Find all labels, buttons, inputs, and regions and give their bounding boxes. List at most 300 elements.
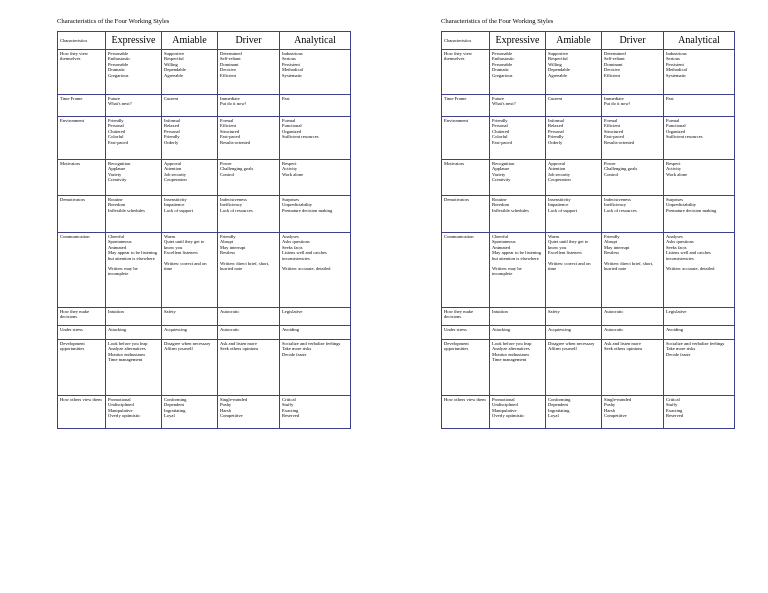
- row-label: Communication: [442, 233, 490, 308]
- table-cell: [218, 308, 280, 326]
- cell-line: Willing: [164, 61, 178, 67]
- cell-line: Competitive: [220, 413, 243, 419]
- cell-line: Overly optimistic: [492, 413, 525, 419]
- table-cell: [490, 308, 546, 326]
- corner-label: Characteristics: [442, 32, 490, 50]
- table-cell: [218, 396, 280, 429]
- cell-line: Power: [604, 161, 616, 166]
- table-cell: [664, 117, 735, 160]
- table-cell: [490, 50, 546, 95]
- cell-line: Intuition: [492, 309, 508, 314]
- cell-line: Recognition: [108, 161, 131, 166]
- table-cell: [218, 117, 280, 160]
- cell-line: Serious: [282, 56, 296, 62]
- cell-line: Orderly: [164, 139, 179, 145]
- table-row: [442, 160, 735, 196]
- table-cell: [280, 117, 351, 160]
- column-header-driver: Driver: [602, 32, 664, 50]
- cell-line: Attacking: [108, 327, 127, 332]
- cell-line: Inflexible schedules: [108, 207, 145, 213]
- cell-line: Personal: [548, 128, 564, 134]
- cell-line: Immediate: [604, 96, 624, 101]
- cell-line: Animated: [108, 244, 127, 250]
- cell-line: Systematic: [282, 72, 303, 78]
- cell-line: Warm: [548, 234, 560, 239]
- cell-line: Functional: [666, 123, 686, 129]
- cell-line: Take more risks: [666, 346, 696, 352]
- row-label: Development opportunities: [58, 340, 106, 396]
- cell-line: Routine: [492, 197, 507, 202]
- table-row: [58, 95, 351, 117]
- cell-line: May appear to be listening but attention is elsewhere: [108, 250, 157, 261]
- cell-line: Listens well and catches inconsistencies: [282, 250, 327, 261]
- cell-line: Dominant: [220, 61, 239, 67]
- cell-line: Dramatic: [108, 67, 126, 73]
- table-body: [442, 32, 735, 429]
- cell-line: Sufficient resources: [666, 134, 703, 140]
- cell-line: Insensitivity: [164, 197, 187, 202]
- cell-line: Formal: [282, 118, 296, 123]
- row-label: How they make decisions: [442, 308, 490, 326]
- table-cell: [162, 326, 218, 340]
- cell-line: Analyze alternatives: [492, 346, 530, 352]
- table-cell: [602, 117, 664, 160]
- cell-line: Creativity: [492, 177, 511, 183]
- document-page-left: [57, 17, 350, 429]
- table-cell: [162, 308, 218, 326]
- cell-line: Overly optimistic: [108, 413, 141, 419]
- table-cell: [602, 196, 664, 233]
- cell-line: Listens well and catches inconsistencies: [666, 250, 711, 261]
- cell-line: Decisive: [220, 67, 237, 73]
- cell-line: Decide faster: [282, 351, 307, 357]
- cell-line: What's next?: [108, 101, 132, 107]
- cell-line: Abrupt: [604, 239, 618, 245]
- cell-line: Enthusiastic: [108, 56, 131, 62]
- cell-line: Undisciplined: [108, 402, 134, 408]
- cell-line: Decide faster: [666, 351, 691, 357]
- table-cell: [106, 160, 162, 196]
- cell-line: Job security: [548, 171, 571, 177]
- cell-line: Enthusiastic: [492, 56, 515, 62]
- cell-line: Approval: [548, 161, 566, 166]
- cell-line: Excellent listeners: [548, 250, 582, 256]
- table-cell: [490, 340, 546, 396]
- header-row: [58, 32, 351, 50]
- cell-line: Unpredictability: [666, 202, 697, 208]
- cell-line: Put do it now!: [604, 101, 631, 107]
- cell-line: Exacting: [666, 407, 683, 413]
- cell-line: Respect: [666, 161, 681, 166]
- table-cell: [490, 160, 546, 196]
- row-label: How they view themselves: [442, 50, 490, 95]
- table-cell: [546, 196, 602, 233]
- table-cell: [664, 308, 735, 326]
- cell-line: Manipulative: [108, 407, 133, 413]
- cell-line: May interrupt: [220, 244, 246, 250]
- cell-line: Formal: [220, 118, 234, 123]
- cell-line: Analyses: [666, 234, 683, 239]
- cell-line: Colorful: [492, 134, 508, 140]
- cell-line: Competitive: [604, 413, 627, 419]
- cell-line: Spontaneous: [492, 239, 516, 245]
- cell-line: Safety: [548, 309, 560, 314]
- table-cell: [162, 50, 218, 95]
- cell-line: Personal: [164, 128, 180, 134]
- table-cell: [280, 160, 351, 196]
- cell-line: Recognition: [492, 161, 515, 166]
- table-cell: [664, 50, 735, 95]
- cell-line: Immediate: [220, 96, 240, 101]
- cell-line: Current: [548, 96, 563, 101]
- cell-line: Methodical: [666, 67, 687, 73]
- cell-line: Legislative: [666, 309, 687, 314]
- cell-line: Determined: [220, 51, 242, 56]
- cell-line: Self-reliant: [220, 56, 241, 62]
- cell-line: May interrupt: [604, 244, 630, 250]
- table-cell: [106, 117, 162, 160]
- table-cell: [664, 233, 735, 308]
- row-label: Development opportunities: [442, 340, 490, 396]
- cell-line: Formal: [666, 118, 680, 123]
- table-row: [58, 308, 351, 326]
- cell-line: Pushy: [604, 402, 616, 408]
- cell-line: Inefficiency: [220, 202, 243, 208]
- cell-line: Single-minded: [220, 397, 248, 402]
- table-row: [442, 196, 735, 233]
- cell-line: Reserved: [666, 413, 684, 419]
- table-cell: [546, 340, 602, 396]
- cell-line: Personable: [108, 61, 129, 67]
- cell-line: Challenging goals: [604, 166, 638, 172]
- table-row: [442, 50, 735, 95]
- cell-line: Disagree when necessary: [164, 341, 211, 346]
- cell-line: Friendly: [164, 134, 180, 140]
- cell-line: Stuffy: [666, 402, 678, 408]
- cell-line: Willing: [548, 61, 562, 67]
- cell-line: Future: [108, 96, 120, 101]
- cell-line: Boredom: [108, 202, 126, 208]
- cell-line: Friendly: [604, 234, 620, 239]
- row-label: Environment: [58, 117, 106, 160]
- row-label: Motivators: [58, 160, 106, 196]
- cell-line: Sufficient resources: [282, 134, 319, 140]
- table-row: [442, 326, 735, 340]
- table-row: [442, 233, 735, 308]
- cell-line: Intuition: [108, 309, 124, 314]
- cell-line: Results-oriented: [220, 139, 251, 145]
- cell-line: Quiet until they get to know you: [164, 239, 205, 250]
- cell-line: Affirm yourself: [548, 346, 577, 352]
- cell-line: Orderly: [548, 139, 563, 145]
- cell-line: Cluttered: [108, 128, 126, 134]
- cell-line: Acquiescing: [548, 327, 571, 332]
- cell-line: Ask and listen more: [220, 341, 257, 346]
- table-row: [58, 340, 351, 396]
- cell-line: Abrupt: [220, 239, 234, 245]
- cell-line: Persistent: [666, 61, 684, 67]
- table-cell: [546, 308, 602, 326]
- cell-line: Undisciplined: [492, 402, 518, 408]
- table-cell: [106, 308, 162, 326]
- cell-line: Future: [492, 96, 504, 101]
- table-row: [442, 95, 735, 117]
- cell-line: Look before you leap: [492, 341, 532, 346]
- cell-line: Determined: [604, 51, 626, 56]
- cell-line: Gregarious: [108, 72, 129, 78]
- cell-line: Written: accurate, detailed: [282, 266, 331, 272]
- cell-line: Promotional: [108, 397, 131, 402]
- cell-line: Respectful: [548, 56, 568, 62]
- corner-label: Characteristics: [58, 32, 106, 50]
- cell-line: Lack of resources: [604, 207, 637, 213]
- table-row: [442, 396, 735, 429]
- table-row: [442, 308, 735, 326]
- row-label: How others view them: [58, 396, 106, 429]
- cell-line: Legislative: [282, 309, 303, 314]
- table-cell: [546, 326, 602, 340]
- table-cell: [602, 396, 664, 429]
- cell-line: Supportive: [548, 51, 569, 56]
- cell-line: Warm: [164, 234, 176, 239]
- table-cell: [280, 50, 351, 95]
- cell-line: Challenging goals: [220, 166, 254, 172]
- cell-line: Written: may be incomplete: [108, 266, 138, 277]
- cell-line: Affirm yourself: [164, 346, 193, 352]
- row-label: Time Frame: [442, 95, 490, 117]
- cell-line: Approval: [164, 161, 182, 166]
- column-header-amiable: Amiable: [546, 32, 602, 50]
- table-cell: [162, 95, 218, 117]
- cell-line: Dependent: [164, 402, 184, 408]
- cell-line: Impatience: [548, 202, 569, 208]
- cell-line: Agreeable: [164, 72, 183, 78]
- column-header-expressive: Expressive: [106, 32, 162, 50]
- cell-line: Dramatic: [492, 67, 510, 73]
- table-cell: [546, 50, 602, 95]
- cell-line: Seeks facts: [282, 244, 303, 250]
- row-label: Demotivators: [442, 196, 490, 233]
- table-cell: [106, 396, 162, 429]
- row-label: Demotivators: [58, 196, 106, 233]
- cell-line: Agreeable: [548, 72, 567, 78]
- table-cell: [490, 117, 546, 160]
- cell-line: Fast-paced: [604, 134, 624, 140]
- cell-line: Boredom: [492, 202, 510, 208]
- table-cell: [490, 396, 546, 429]
- cell-line: Personal: [492, 123, 508, 129]
- cell-line: Conforming: [548, 397, 571, 402]
- cell-line: Fast-paced: [492, 139, 512, 145]
- cell-line: Autocratic: [220, 309, 240, 314]
- table-row: [58, 396, 351, 429]
- table-cell: [546, 117, 602, 160]
- table-cell: [218, 196, 280, 233]
- cell-line: Power: [220, 161, 232, 166]
- cell-line: Restless: [604, 250, 620, 256]
- cell-line: Surprises: [282, 197, 300, 202]
- row-label: How others view them: [442, 396, 490, 429]
- cell-line: Ingratiating: [548, 407, 570, 413]
- cell-line: Creativity: [108, 177, 127, 183]
- cell-line: Lack of resources: [220, 207, 253, 213]
- cell-line: Efficient: [604, 72, 620, 78]
- cell-line: Loyal: [548, 413, 559, 419]
- cell-line: Cheerful: [108, 234, 125, 239]
- table-cell: [602, 326, 664, 340]
- cell-line: Formal: [604, 118, 618, 123]
- cell-line: Respectful: [164, 56, 184, 62]
- cell-line: Monitor enthusiasm: [492, 351, 529, 357]
- table-cell: [280, 95, 351, 117]
- cell-line: Impatience: [164, 202, 185, 208]
- table-cell: [280, 396, 351, 429]
- cell-line: Cheerful: [492, 234, 509, 239]
- table-cell: [280, 196, 351, 233]
- cell-line: Asks questions: [666, 239, 694, 245]
- table-cell: [162, 160, 218, 196]
- cell-line: Organized: [282, 128, 302, 134]
- table-row: [58, 117, 351, 160]
- cell-line: Lack of support: [164, 207, 194, 213]
- table-row: [442, 340, 735, 396]
- document-title: Characteristics of the Four Working Styles: [441, 18, 554, 25]
- cell-line: Industrious: [282, 51, 303, 56]
- cell-line: Loyal: [164, 413, 175, 419]
- row-label: How they view themselves: [58, 50, 106, 95]
- cell-line: Conforming: [164, 397, 187, 402]
- table-cell: [664, 95, 735, 117]
- cell-line: Friendly: [108, 118, 124, 123]
- table-row: [58, 233, 351, 308]
- cell-line: Friendly: [220, 234, 236, 239]
- table-cell: [218, 160, 280, 196]
- table-cell: [664, 326, 735, 340]
- cell-line: What's next?: [492, 101, 516, 107]
- cell-line: Control: [604, 171, 619, 177]
- table-cell: [602, 308, 664, 326]
- table-cell: [162, 340, 218, 396]
- cell-line: Excellent listeners: [164, 250, 198, 256]
- working-styles-table: [441, 31, 735, 429]
- cell-line: Time management: [108, 357, 143, 363]
- table-cell: [162, 117, 218, 160]
- cell-line: Structured: [604, 128, 624, 134]
- cell-line: Analyze alternatives: [108, 346, 146, 352]
- cell-line: Past: [666, 96, 674, 101]
- cell-line: Efficient: [604, 123, 620, 129]
- table-cell: [602, 95, 664, 117]
- table-cell: [602, 160, 664, 196]
- table-cell: [106, 196, 162, 233]
- table-cell: [218, 326, 280, 340]
- cell-line: Informal: [164, 118, 181, 123]
- cell-line: Avoiding: [282, 327, 300, 332]
- cell-line: Surprises: [666, 197, 684, 202]
- cell-line: Written: correct and on time: [548, 260, 591, 272]
- cell-line: Autocratic: [220, 327, 240, 332]
- cell-line: Autocratic: [604, 327, 624, 332]
- table-cell: [218, 95, 280, 117]
- cell-line: Attention: [548, 166, 566, 172]
- cell-line: Results-oriented: [604, 139, 635, 145]
- cell-line: Premature decision making: [666, 207, 717, 213]
- cell-line: Informal: [548, 118, 565, 123]
- cell-line: May appear to be listening but attention is elsewhere: [492, 250, 541, 261]
- cell-line: Acquiescing: [164, 327, 187, 332]
- cell-line: Written: direct brief, short, hurried note: [220, 260, 270, 272]
- cell-line: Take more risks: [282, 346, 312, 352]
- cell-line: Activity: [666, 166, 682, 172]
- cell-line: Dependable: [548, 67, 570, 73]
- cell-line: Respect: [282, 161, 297, 166]
- cell-line: Personable: [108, 51, 129, 56]
- cell-line: Spontaneous: [108, 239, 132, 245]
- table-cell: [162, 233, 218, 308]
- cell-line: Current: [164, 96, 179, 101]
- table-cell: [280, 326, 351, 340]
- cell-line: Seeks facts: [666, 244, 687, 250]
- table-cell: [106, 233, 162, 308]
- cell-line: Exacting: [282, 407, 299, 413]
- cell-line: Cooperation: [164, 177, 187, 183]
- row-label: How they make decisions: [58, 308, 106, 326]
- cell-line: Persistent: [282, 61, 300, 67]
- cell-line: Past: [282, 96, 290, 101]
- column-header-analytical: Analytical: [664, 32, 735, 50]
- table-cell: [218, 50, 280, 95]
- table-row: [58, 196, 351, 233]
- cell-line: Safety: [164, 309, 176, 314]
- table-cell: [546, 95, 602, 117]
- cell-line: Colorful: [108, 134, 124, 140]
- table-row: [58, 160, 351, 196]
- table-cell: [546, 396, 602, 429]
- cell-line: Methodical: [282, 67, 303, 73]
- cell-line: Structured: [220, 128, 240, 134]
- cell-line: Job security: [164, 171, 187, 177]
- table-cell: [280, 233, 351, 308]
- table-cell: [162, 196, 218, 233]
- row-label: Communication: [58, 233, 106, 308]
- cell-line: Seek others opinions: [604, 346, 643, 352]
- cell-line: Personable: [492, 61, 513, 67]
- cell-line: Written: correct and on time: [164, 260, 207, 272]
- table-cell: [162, 396, 218, 429]
- column-header-analytical: Analytical: [280, 32, 351, 50]
- cell-line: Dominant: [604, 61, 623, 67]
- cell-line: Attacking: [492, 327, 511, 332]
- cell-line: Written: direct brief, short, hurried note: [604, 260, 654, 272]
- cell-line: Supportive: [164, 51, 185, 56]
- table-cell: [664, 196, 735, 233]
- table-cell: [546, 233, 602, 308]
- cell-line: Stuffy: [282, 402, 294, 408]
- cell-line: Work alone: [666, 171, 688, 177]
- column-header-amiable: Amiable: [162, 32, 218, 50]
- document-page-right: [441, 17, 734, 429]
- cell-line: Applause: [108, 166, 126, 172]
- cell-line: Unpredictability: [282, 202, 313, 208]
- cell-line: Look before you leap: [108, 341, 148, 346]
- cell-line: Insensitivity: [548, 197, 571, 202]
- cell-line: Decisive: [604, 67, 621, 73]
- cell-line: Animated: [492, 244, 511, 250]
- cell-line: Cluttered: [492, 128, 510, 134]
- row-label: Environment: [442, 117, 490, 160]
- table-cell: [106, 340, 162, 396]
- cell-line: Harsh: [220, 407, 231, 413]
